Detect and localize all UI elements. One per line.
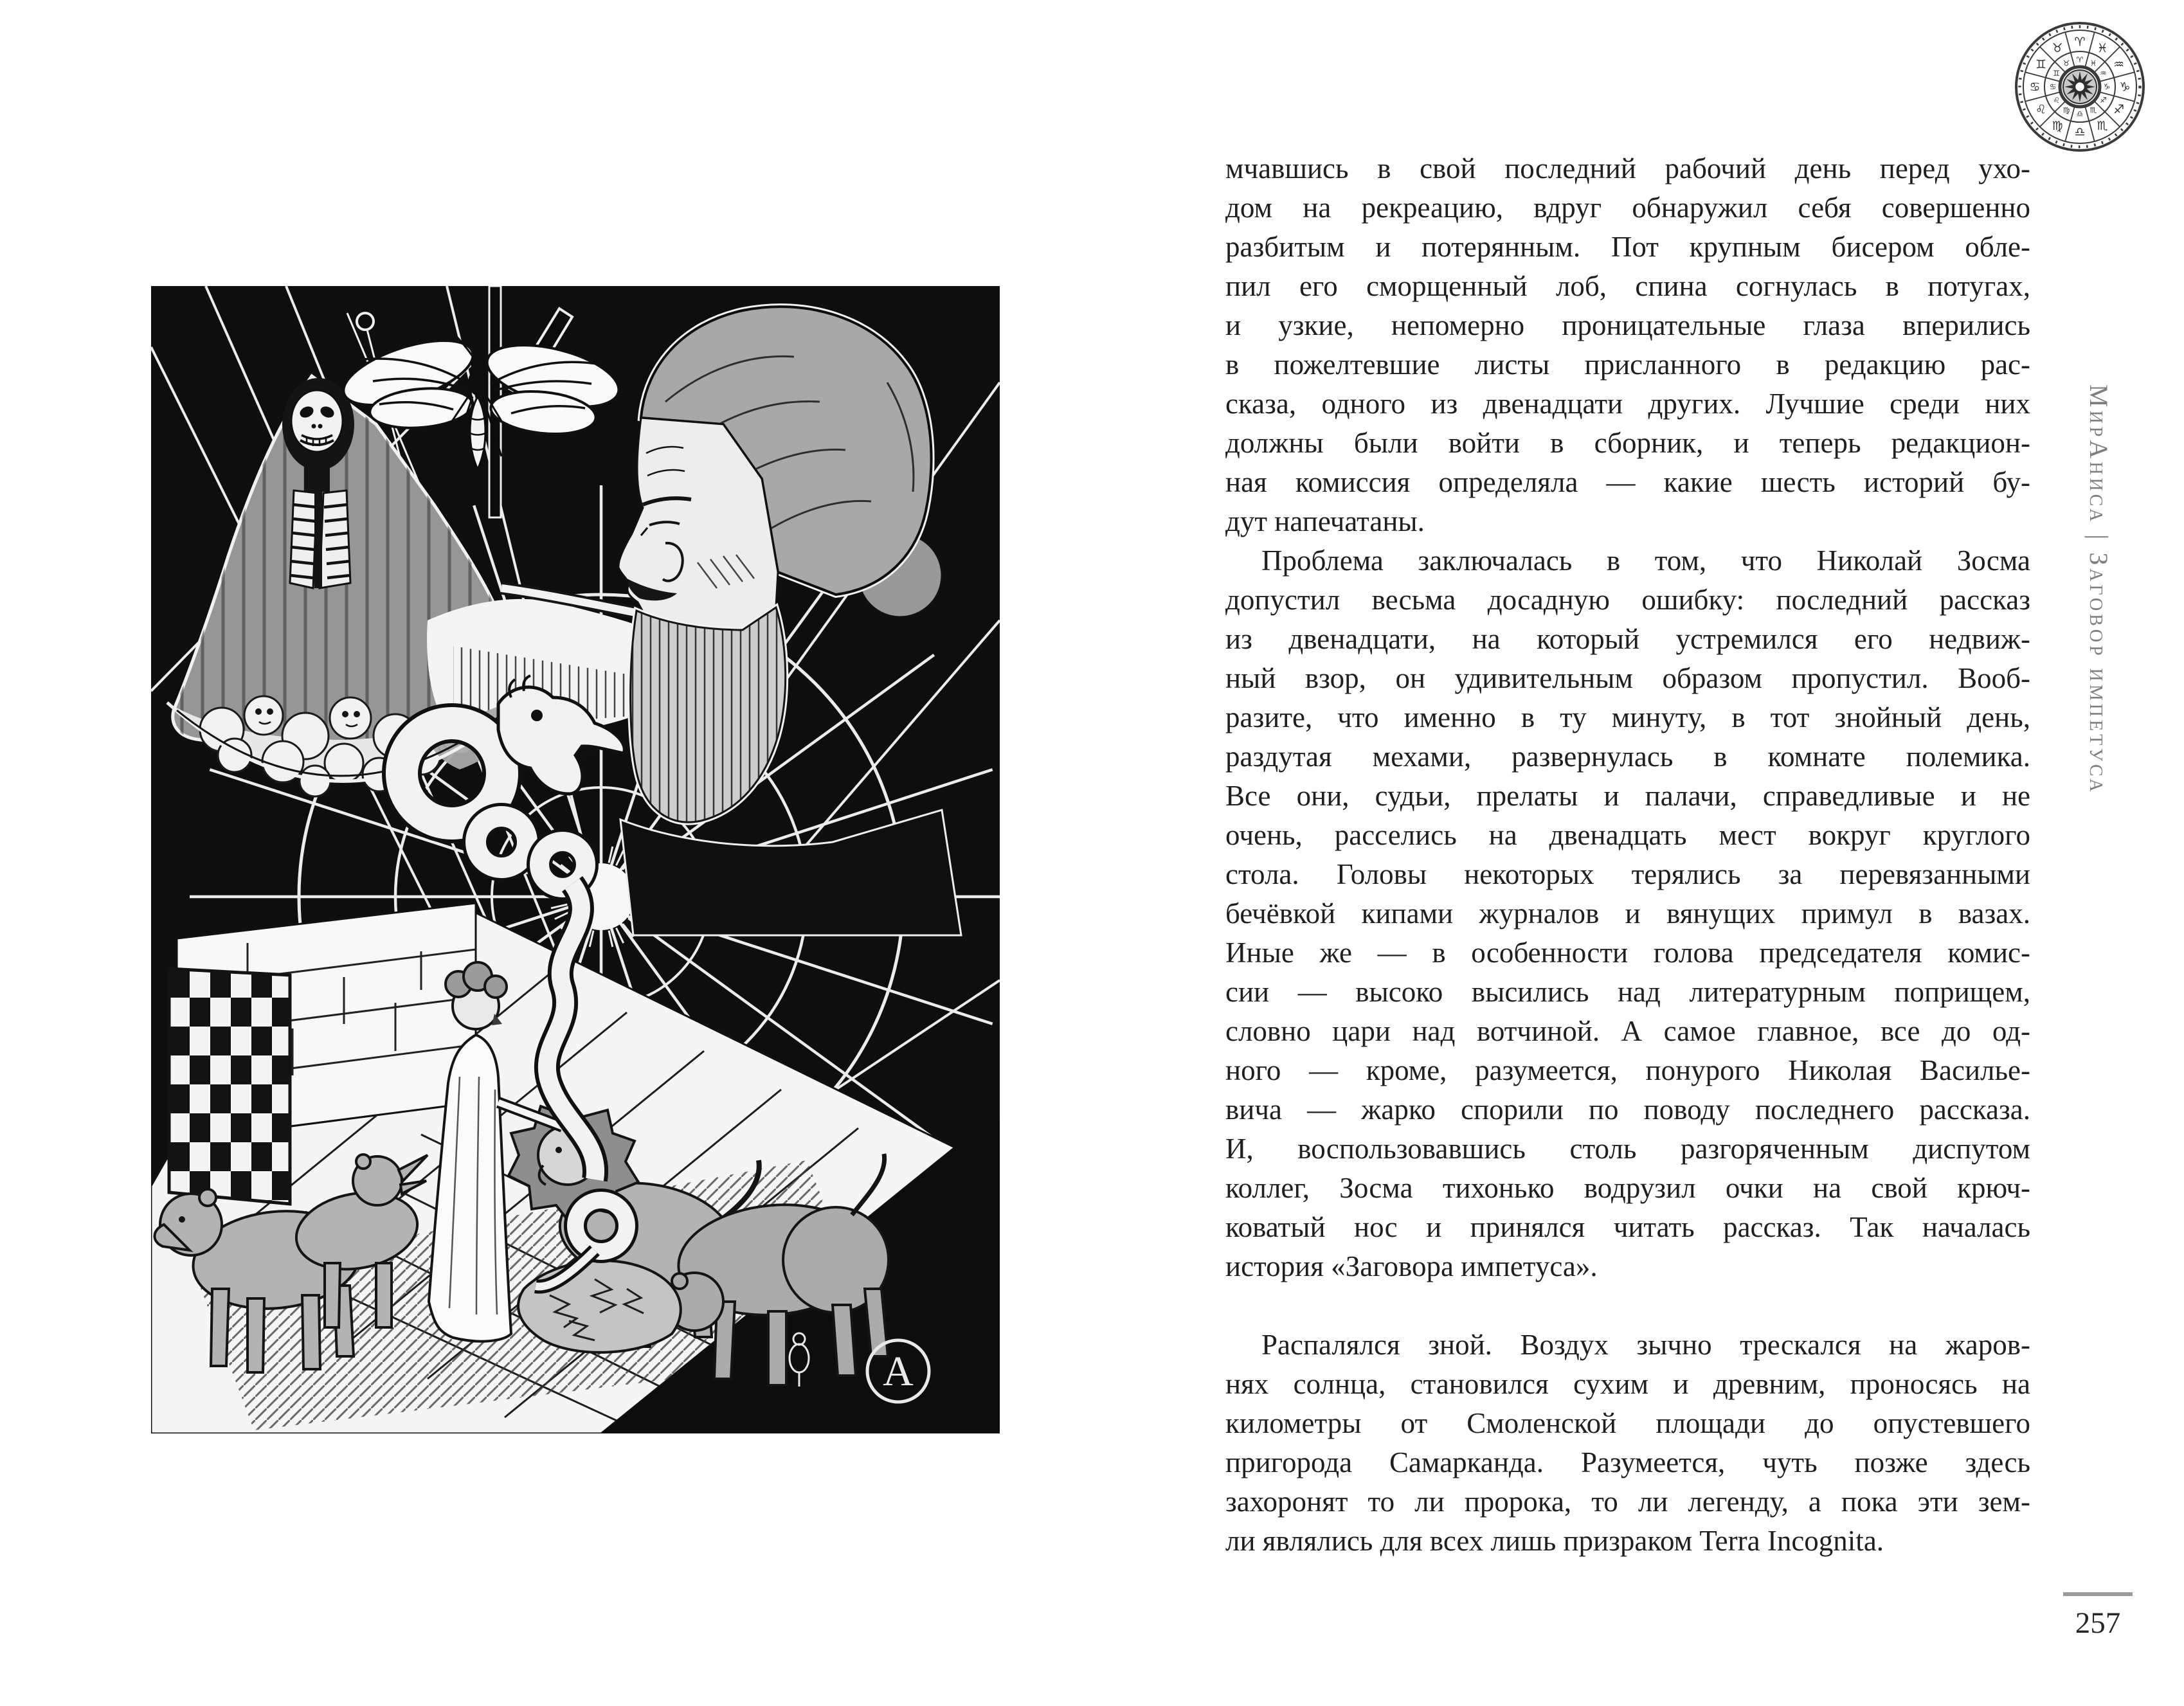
zodiac-symbol-icon: ♐ [2099, 96, 2107, 105]
text-line: очень, расселись на двенадцать мест вокруг круглого [1225, 819, 2030, 851]
text-line: Иные же — в особенности голова председателя комис- [1225, 937, 2030, 969]
paragraph [1225, 1325, 2030, 1561]
text-line: коллег, Зосма тихонько водрузил очки на свой крюч- [1225, 1172, 2030, 1204]
paragraph [1225, 541, 2030, 1286]
zodiac-sign-icon: ♍ [2052, 119, 2063, 134]
text-line: раздутая мехами, развернулась в комнате полемика. [1225, 741, 2030, 773]
text-line: коватый нос и принялся читать рассказ. Так началась [1225, 1211, 2030, 1243]
text-line: ный взор, он удивительным образом пропустил. Вооб- [1225, 662, 2030, 694]
text-line: должны были войти в сборник, и теперь редакцион- [1225, 427, 2030, 459]
text-line: ная комиссия определяла — какие шесть историй бу- [1225, 466, 2030, 498]
folio-rule [2063, 1592, 2133, 1596]
text-line: вича — жарко спорили по поводу последнего рассказа. [1225, 1093, 2030, 1126]
zodiac-sign-icon: ♈ [2074, 35, 2086, 49]
striped-stole [290, 490, 350, 588]
text-line: пригорода Самарканда. Разумеется, чуть позже здесь [1225, 1446, 2030, 1478]
text-line: Проблема заключалась в том, что Николай Зосма [1261, 544, 2030, 577]
paragraph [1225, 149, 2030, 541]
text-line: сказа, одного из двенадцати других. Лучшие среди них [1225, 388, 2030, 420]
ink-illustration [151, 286, 1000, 1433]
zodiac-sign-icon: ♏ [2097, 119, 2108, 134]
zodiac-symbol-icon: ♊ [2053, 69, 2061, 78]
text-line: бечёвкой кипами журналов и вянущих примул в вазах. [1225, 897, 2030, 929]
text-line: дом на рекреацию, вдруг обнаружил себя совершенно [1225, 192, 2030, 224]
zodiac-sign-icon: ♑ [2119, 80, 2131, 94]
zodiac-symbol-icon: ♒ [2099, 69, 2107, 78]
text-line: разите, что именно в ту минуту, в тот знойный день, [1225, 701, 2030, 733]
zodiac-symbol-icon: ♈ [2076, 55, 2084, 64]
zodiac-sign-icon: ♊ [2035, 57, 2046, 72]
lying-animal [518, 1261, 681, 1352]
zodiac-symbol-icon: ♉ [2062, 58, 2070, 68]
text-line: история «Заговора импетуса». [1225, 1250, 1598, 1282]
zodiac-symbol-icon: ♋ [2049, 82, 2057, 91]
zodiac-symbol-icon: ♏ [2089, 105, 2097, 115]
text-line: стола. Головы некоторых терялись за перевязанными [1225, 858, 2030, 890]
text-line: мчавшись в свой последний рабочий день перед ухо- [1225, 152, 2030, 184]
text-line: в пожелтевшие листы присланного в редакцию рас- [1225, 348, 2030, 381]
text-line: километры от Смоленской площади до опустевшего [1225, 1407, 2030, 1439]
text-line: сии — высоко высились над литературным поприщем, [1225, 976, 2030, 1008]
zodiac-symbol-icon: ♎ [2076, 109, 2084, 118]
text-line: И, воспользовавшись столь разгоряченным диспутом [1225, 1133, 2030, 1165]
zodiac-symbol-icon: ♓ [2089, 58, 2097, 68]
zodiac-sign-icon: ♉ [2052, 40, 2063, 55]
text-line: Все они, судьи, прелаты и палачи, справедливые и не [1225, 780, 2030, 812]
zodiac-symbol-icon: ♍ [2062, 105, 2070, 115]
artist-monogram: А [883, 1348, 914, 1395]
zodiac-sign-icon: ♋ [2029, 80, 2041, 94]
checkerboard [169, 969, 290, 1204]
text-line: из двенадцати, на который устремился его недвиж- [1225, 623, 2030, 655]
text-line: разбитым и потерянным. Пот крупным бисером обле- [1225, 231, 2030, 263]
zodiac-sign-icon: ♓ [2097, 40, 2108, 55]
zodiac-sign-icon: ♎ [2074, 125, 2086, 139]
text-line: Распалялся зной. Воздух зычно трескался на жаров- [1261, 1329, 2030, 1361]
zodiac-wheel-icon [2014, 21, 2145, 152]
story-text [1225, 149, 2030, 1561]
zodiac-symbol-icon: ♑ [2103, 82, 2111, 91]
text-line: ного — кроме, разумеется, понурого Николая Василье- [1225, 1054, 2030, 1086]
text-line: допустил весьма досадную ошибку: последний рассказ [1225, 584, 2030, 616]
text-line: ли являлись для всех лишь призраком Terra Incognita. [1225, 1525, 1884, 1557]
text-line: нях солнца, становился сухим и древним, проносясь на [1225, 1368, 2030, 1400]
zodiac-sign-icon: ♒ [2113, 57, 2125, 72]
text-line: пил его сморщенный лоб, спина согнулась в потугах, [1225, 270, 2030, 302]
text-line: и узкие, непомерно проницательные глаза вперились [1225, 309, 2030, 341]
zodiac-sign-icon: ♌ [2035, 102, 2046, 117]
text-line: захоронят то ли пророка, то ли легенду, а пока эти зем- [1225, 1486, 2030, 1518]
zodiac-sign-icon: ♐ [2113, 102, 2125, 117]
skull-icon [291, 390, 343, 452]
text-line: словно цари над вотчиной. А самое главное, все до од- [1225, 1015, 2030, 1047]
text-line: дут напечатаны. [1225, 505, 1425, 537]
page-number: 257 [2075, 1606, 2121, 1640]
zodiac-symbol-icon: ♌ [2053, 96, 2061, 105]
running-title: МирАниса | Заговор импетуса [2084, 384, 2113, 795]
